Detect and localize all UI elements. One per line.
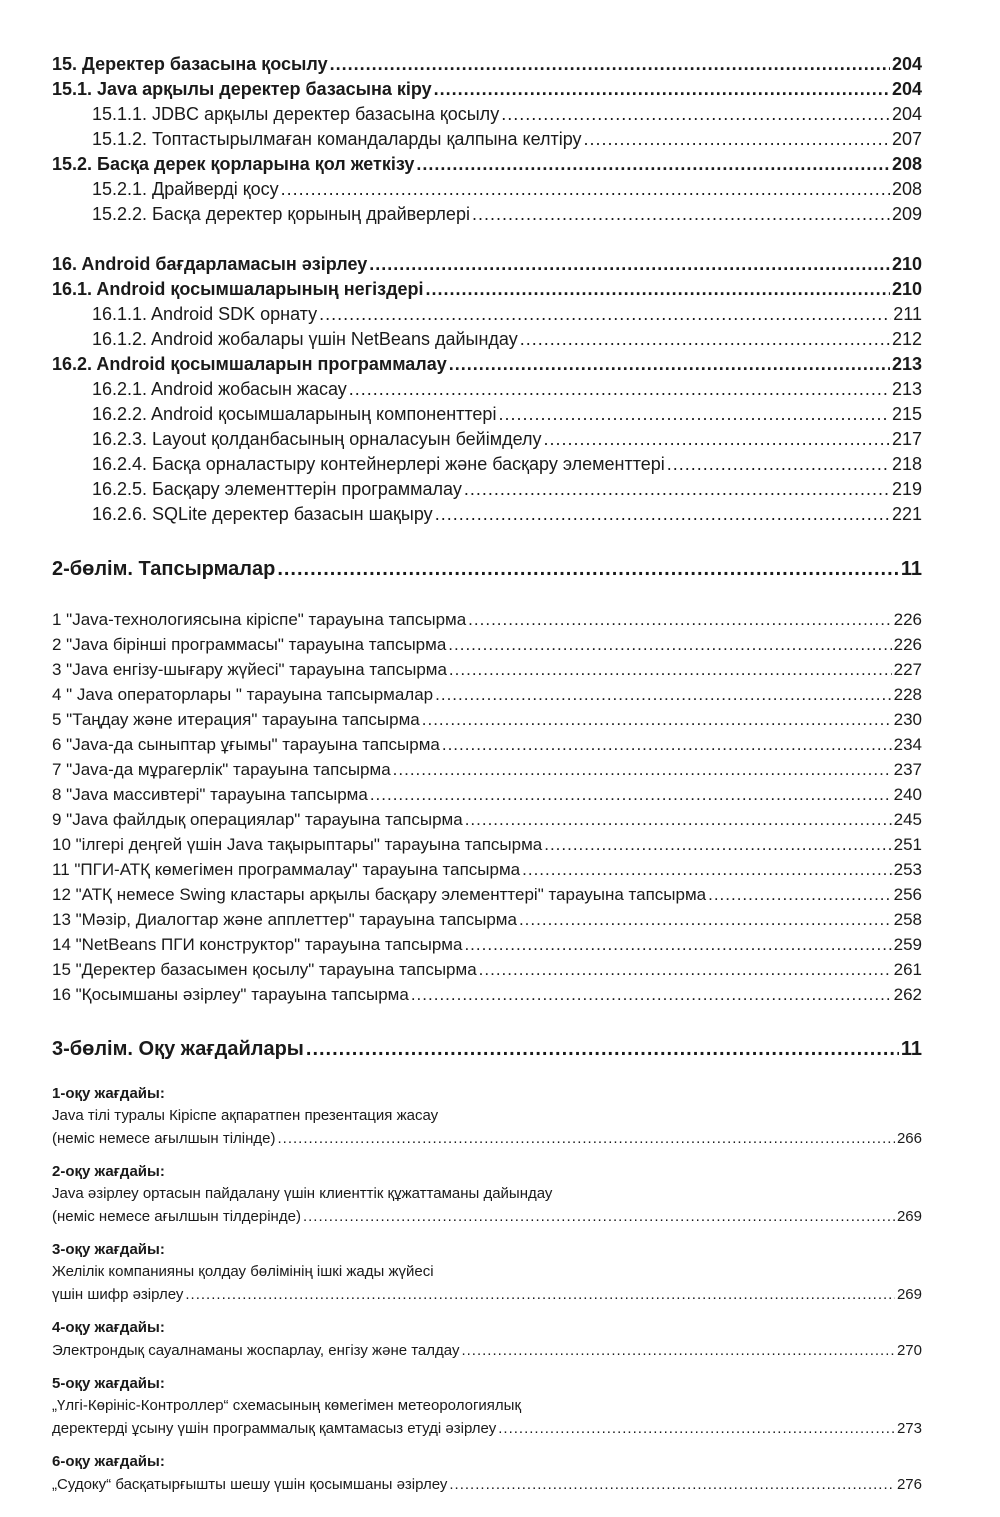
entry-title: 9 "Java файлдық операциялар" тарауына тапсырма — [52, 810, 463, 829]
entry-title: 12 "АТҚ немесе Swing кластары арқылы басқару элементтері" тарауына тапсырма — [52, 885, 707, 904]
leader-dots — [472, 202, 890, 227]
toc-entry[interactable] — [52, 882, 922, 907]
spacer — [52, 589, 922, 607]
page-number: 276 — [896, 1476, 922, 1493]
entry-title: 16.2.5. Басқару элементтерін программалау — [92, 479, 462, 499]
entry-title: 1 "Java-технологиясына кіріспе" тарауына тапсырма — [52, 610, 467, 629]
case-heading: 2-оқу жағдайы: — [52, 1163, 165, 1180]
leader-dots — [434, 77, 890, 102]
toc-entry[interactable] — [52, 957, 922, 982]
leader-dots — [303, 1205, 895, 1229]
entry-title: 15.1.1. JDBC арқылы деректер базасына қосылу — [92, 104, 500, 124]
chapter-15-entries — [52, 52, 922, 227]
leader-dots — [435, 502, 890, 527]
page-number: 221 — [891, 504, 922, 524]
leader-dots — [544, 832, 891, 857]
toc-entry[interactable] — [52, 732, 922, 757]
leader-dots — [393, 757, 892, 782]
case-title-last-line — [52, 1473, 922, 1497]
toc-entry[interactable] — [52, 127, 922, 152]
page-number: 207 — [891, 129, 922, 149]
entry-title: 15.1. Java арқылы деректер базасына кіру — [52, 79, 432, 99]
toc-entry[interactable] — [52, 252, 922, 277]
entry-title: (неміс немесе ағылшын тілдерінде) — [52, 1208, 301, 1225]
leader-dots — [501, 102, 890, 127]
leader-dots — [584, 127, 890, 152]
toc-entry[interactable] — [52, 452, 922, 477]
toc-entry[interactable] — [52, 202, 922, 227]
leader-dots — [468, 607, 891, 632]
leader-dots — [449, 352, 890, 377]
leader-dots — [435, 682, 892, 707]
entry-title: 8 "Java массивтері" тарауына тапсырма — [52, 785, 368, 804]
leader-dots — [370, 782, 892, 807]
table-of-contents — [52, 52, 922, 1507]
leader-dots — [185, 1283, 895, 1307]
page-number: 212 — [891, 329, 922, 349]
entry-title: 6 "Java-да сыныптар ұғымы" тарауына тапсырма — [52, 735, 440, 754]
page-number: 226 — [893, 635, 922, 654]
page-number: 273 — [896, 1420, 922, 1437]
toc-entry[interactable] — [52, 657, 922, 682]
page-number: 213 — [891, 354, 922, 374]
toc-entry[interactable] — [52, 707, 922, 732]
entry-title: 15.2.1. Драйверді қосу — [92, 179, 279, 199]
case-title-line: Java әзірлеу ортасын пайдалану үшін клиенттік құжаттаманы дайындау — [52, 1185, 553, 1202]
toc-entry[interactable] — [52, 327, 922, 352]
toc-entry[interactable] — [52, 682, 922, 707]
page-number: 261 — [893, 960, 922, 979]
toc-entry[interactable] — [52, 377, 922, 402]
case-heading: 6-оқу жағдайы: — [52, 1453, 165, 1470]
leader-dots — [464, 477, 890, 502]
part-title: 3-бөлім. Оқу жағдайлары — [52, 1038, 304, 1060]
page-number: 204 — [891, 104, 922, 124]
leader-dots — [544, 427, 890, 452]
toc-entry[interactable] — [52, 102, 922, 127]
toc-entry[interactable] — [52, 402, 922, 427]
entry-title: 16.2. Android қосымшаларын программалау — [52, 354, 447, 374]
leader-dots — [411, 982, 892, 1007]
toc-entry[interactable] — [52, 352, 922, 377]
leader-dots — [498, 1417, 895, 1441]
case-study-entry[interactable] — [52, 1239, 922, 1307]
toc-entry[interactable] — [52, 277, 922, 302]
toc-entry[interactable] — [52, 302, 922, 327]
leader-dots — [465, 807, 892, 832]
entry-title: (неміс немесе ағылшын тілінде) — [52, 1130, 276, 1147]
entry-title: деректерді ұсыну үшін программалық қамтамасыз етуді әзірлеу — [52, 1420, 497, 1437]
entry-title: 14 "NetBeans ПГИ конструктор" тарауына тапсырма — [52, 935, 463, 954]
page-number: 209 — [891, 204, 922, 224]
toc-entry[interactable] — [52, 632, 922, 657]
page-number: 230 — [893, 710, 922, 729]
page-number: 259 — [893, 935, 922, 954]
entry-title: 16 "Қосымшаны әзірлеу" тарауына тапсырма — [52, 985, 409, 1004]
entry-title: 16.1.1. Android SDK орнату — [92, 304, 318, 324]
leader-dots — [479, 957, 892, 982]
toc-entry[interactable] — [52, 832, 922, 857]
entry-title: 16.1. Android қосымшаларының негіздері — [52, 279, 424, 299]
case-title-last-line — [52, 1339, 922, 1363]
page-number: 213 — [891, 379, 922, 399]
toc-entry[interactable] — [52, 152, 922, 177]
toc-entry[interactable] — [52, 502, 922, 527]
page-number: 210 — [891, 279, 922, 299]
case-study-entry[interactable] — [52, 1451, 922, 1497]
leader-dots — [442, 732, 892, 757]
toc-entry[interactable] — [52, 782, 922, 807]
leader-dots — [667, 452, 890, 477]
entry-title: 2 "Java бірінші программасы" тарауына тапсырма — [52, 635, 447, 654]
page-number: 258 — [893, 910, 922, 929]
entry-title: Электрондық сауалнаманы жоспарлау, енгізу және талдау — [52, 1342, 460, 1359]
toc-entry[interactable] — [52, 52, 922, 77]
page-number: 211 — [893, 304, 922, 324]
case-study-entries — [52, 1083, 922, 1497]
case-heading: 1-оқу жағдайы: — [52, 1085, 165, 1102]
page-number: 262 — [893, 985, 922, 1004]
entry-title: 16.2.3. Layout қолданбасының орналасуын бейімделу — [92, 429, 542, 449]
part-3-heading[interactable] — [52, 1029, 922, 1069]
page-number: 240 — [893, 785, 922, 804]
page-number: 266 — [896, 1130, 922, 1147]
part-2-heading[interactable] — [52, 549, 922, 589]
entry-title: 16. Android бағдарламасын әзірлеу — [52, 254, 368, 274]
toc-entry[interactable] — [52, 757, 922, 782]
case-heading: 5-оқу жағдайы: — [52, 1375, 165, 1392]
case-title-last-line — [52, 1205, 922, 1229]
toc-entry[interactable] — [52, 807, 922, 832]
page-number: 217 — [891, 429, 922, 449]
toc-entry[interactable] — [52, 477, 922, 502]
leader-dots — [281, 177, 890, 202]
entry-title: үшін шифр әзірлеу — [52, 1286, 184, 1303]
page-number: 251 — [893, 835, 922, 854]
leader-dots — [278, 1127, 895, 1151]
page-number: 210 — [891, 254, 922, 274]
entry-title: 5 "Таңдау және итерация" тарауына тапсырма — [52, 710, 420, 729]
entry-title: 15.2. Басқа дерек қорларына қол жеткізу — [52, 154, 415, 174]
entry-title: 16.2.2. Android қосымшаларының компоненттері — [92, 404, 497, 424]
case-study-entry[interactable] — [52, 1373, 922, 1441]
page-number: 269 — [896, 1208, 922, 1225]
leader-dots — [519, 907, 892, 932]
page-number: 204 — [891, 54, 922, 74]
case-study-entry[interactable] — [52, 1317, 922, 1363]
page-number: 208 — [891, 179, 922, 199]
leader-dots — [330, 52, 890, 77]
leader-dots — [422, 707, 892, 732]
leader-dots — [416, 152, 890, 177]
spacer — [52, 1007, 922, 1025]
leader-dots — [369, 252, 890, 277]
page-number: 208 — [891, 154, 922, 174]
spacer — [52, 227, 922, 252]
entry-title: 15 "Деректер базасымен қосылу" тарауына тапсырма — [52, 960, 477, 979]
leader-dots — [498, 402, 890, 427]
entry-title: 16.2.1. Android жобасын жасау — [92, 379, 347, 399]
leader-dots — [461, 1339, 895, 1363]
case-heading: 4-оқу жағдайы: — [52, 1319, 165, 1336]
page-number: 204 — [891, 79, 922, 99]
page-number: 218 — [891, 454, 922, 474]
leader-dots — [464, 932, 891, 957]
entry-title: 7 "Java-да мұрагерлік" тарауына тапсырма — [52, 760, 391, 779]
case-title-line: Java тілі туралы Кіріспе ақпаратпен презентация жасау — [52, 1107, 439, 1124]
page-number: 228 — [893, 685, 922, 704]
leader-dots — [306, 1029, 899, 1069]
leader-dots — [449, 1473, 895, 1497]
entry-title: 16.2.4. Басқа орналастыру контейнерлері және басқару элементтері — [92, 454, 665, 474]
entry-title: 16.2.6. SQLite деректер базасын шақыру — [92, 504, 433, 524]
entry-title: 15.2.2. Басқа деректер қорының драйверлері — [92, 204, 470, 224]
leader-dots — [426, 277, 890, 302]
page-number: 237 — [893, 760, 922, 779]
page-number: 256 — [893, 885, 922, 904]
entry-title: 16.1.2. Android жобалары үшін NetBeans дайындау — [92, 329, 518, 349]
case-study-entry[interactable] — [52, 1161, 922, 1229]
leader-dots — [708, 882, 892, 907]
chapter-16-entries — [52, 252, 922, 527]
case-title-line: Желілік компанияны қолдау бөлімінің ішкі жады жүйесі — [52, 1263, 434, 1280]
page-number: 227 — [893, 660, 922, 679]
page-number: 226 — [893, 610, 922, 629]
page-number: 245 — [893, 810, 922, 829]
entry-title: „Судоку“ басқатырғышты шешу үшін қосымшаны әзірлеу — [52, 1476, 448, 1493]
toc-entry[interactable] — [52, 932, 922, 957]
page-number: 11 — [900, 1038, 922, 1060]
leader-dots — [277, 549, 899, 589]
page-number: 219 — [891, 479, 922, 499]
entry-title: 3 "Java енгізу-шығару жүйесі" тарауына тапсырма — [52, 660, 447, 679]
leader-dots — [319, 302, 891, 327]
leader-dots — [520, 327, 890, 352]
case-title-line: „Үлгі-Көрініс-Контроллер“ схемасының көмегімен метеорологиялық — [52, 1397, 522, 1414]
part-title: 2-бөлім. Тапсырмалар — [52, 558, 276, 580]
entry-title: 15.1.2. Топтастырылмаған командаларды қалпына келтіру — [92, 129, 582, 149]
leader-dots — [349, 377, 890, 402]
entry-title: 4 " Java операторлары " тарауына тапсырмалар — [52, 685, 434, 704]
entry-title: 13 "Мәзір, Диалогтар және апплеттер" тарауына тапсырма — [52, 910, 517, 929]
spacer — [52, 527, 922, 545]
page-number: 234 — [893, 735, 922, 754]
page-number: 11 — [900, 558, 922, 580]
toc-entry[interactable] — [52, 607, 922, 632]
toc-entry[interactable] — [52, 177, 922, 202]
case-title-last-line — [52, 1283, 922, 1307]
toc-entry[interactable] — [52, 857, 922, 882]
entry-title: 11 "ПГИ-АТҚ көмегімен программалау" тарауына тапсырма — [52, 860, 521, 879]
toc-entry[interactable] — [52, 907, 922, 932]
page-number: 253 — [893, 860, 922, 879]
case-heading: 3-оқу жағдайы: — [52, 1241, 165, 1258]
task-entries — [52, 607, 922, 1007]
page-number: 270 — [896, 1342, 922, 1359]
page-number: 215 — [891, 404, 922, 424]
toc-entry[interactable] — [52, 427, 922, 452]
page-number: 269 — [896, 1286, 922, 1303]
entry-title: 10 "ілгері деңгей үшін Java тақырыптары" тарауына тапсырма — [52, 835, 543, 854]
case-study-entry[interactable] — [52, 1083, 922, 1151]
leader-dots — [449, 657, 892, 682]
leader-dots — [522, 857, 892, 882]
case-title-last-line — [52, 1127, 922, 1151]
case-title-last-line — [52, 1417, 922, 1441]
toc-entry[interactable] — [52, 77, 922, 102]
toc-entry[interactable] — [52, 982, 922, 1007]
entry-title: 15. Деректер базасына қосылу — [52, 54, 328, 74]
leader-dots — [448, 632, 891, 657]
